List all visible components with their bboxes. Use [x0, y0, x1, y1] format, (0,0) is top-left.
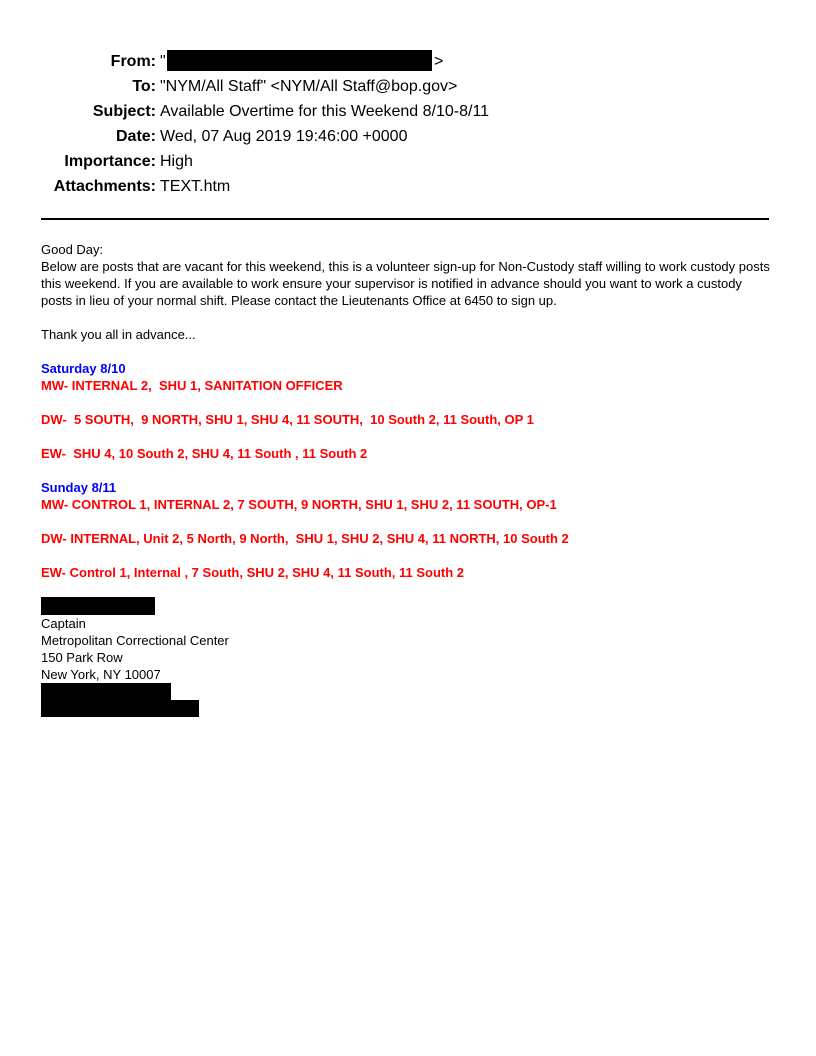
intro-paragraph: Below are posts that are vacant for this weekend, this is a volunteer sign-up for Non-Custody staff willing to work custody posts this weekend. If you are available to work ensure your supervisor is notified in advance should you want to work a custody posts in lieu of your normal shift. Please contact the Lieutenants Office at 6450 to sign up.: [41, 259, 774, 308]
shift-line: DW- INTERNAL, Unit 2, 5 North, 9 North, SHU 1, SHU 2, SHU 4, 11 NORTH, 10 South 2: [41, 531, 569, 546]
header-divider: [41, 218, 769, 220]
importance-label: Importance:: [64, 153, 156, 170]
signature-address1: 150 Park Row: [41, 650, 123, 665]
signature-block: [41, 615, 229, 683]
header-to: [0, 74, 816, 99]
greeting: Good Day:: [41, 242, 104, 257]
day-title: Saturday 8/10: [41, 361, 126, 376]
header-subject: [0, 99, 816, 124]
signature-address2: New York, NY 10007: [41, 667, 161, 682]
shift-line: EW- SHU 4, 10 South 2, SHU 4, 11 South , 11 South 2: [41, 446, 368, 461]
shift-line: MW- CONTROL 1, INTERNAL 2, 7 SOUTH, 9 NORTH, SHU 1, SHU 2, 11 SOUTH, OP-1: [41, 497, 557, 512]
header-importance: [0, 149, 816, 174]
signature-title: Captain: [41, 616, 86, 631]
subject-label: Subject:: [92, 103, 156, 120]
date-value: Wed, 07 Aug 2019 19:46:00 +0000: [160, 128, 408, 145]
to-value: "NYM/All Staff" <NYM/All Staff@bop.gov>: [160, 78, 458, 95]
header-from: [0, 49, 816, 74]
thanks: Thank you all in advance...: [41, 327, 196, 342]
date-label: Date:: [115, 128, 156, 145]
from-suffix: >: [434, 53, 444, 70]
day-title: Sunday 8/11: [41, 480, 117, 495]
attachments-label: Attachments:: [53, 178, 156, 195]
redacted-contact-1: [41, 683, 171, 701]
header-date: [0, 124, 816, 149]
to-label: To:: [132, 78, 156, 95]
email-body: [41, 241, 774, 581]
shift-line: EW- Control 1, Internal , 7 South, SHU 2, SHU 4, 11 South, 11 South 2: [41, 565, 465, 580]
subject-value: Available Overtime for this Weekend 8/10-8/11: [160, 103, 490, 120]
importance-value: High: [160, 153, 193, 170]
shift-line: MW- INTERNAL 2, SHU 1, SANITATION OFFICER: [41, 378, 343, 393]
signature-org: Metropolitan Correctional Center: [41, 633, 229, 648]
from-label: From:: [110, 53, 156, 70]
redacted-signature-name: [41, 597, 155, 615]
shift-line: DW- 5 SOUTH, 9 NORTH, SHU 1, SHU 4, 11 SOUTH, 10 South 2, 11 South, OP 1: [41, 412, 534, 427]
header-attachments: [0, 174, 816, 199]
from-prefix: ": [160, 53, 166, 70]
attachment-link[interactable]: TEXT.htm: [160, 178, 231, 195]
redacted-contact-2: [41, 700, 199, 717]
redacted-sender: [167, 50, 432, 71]
